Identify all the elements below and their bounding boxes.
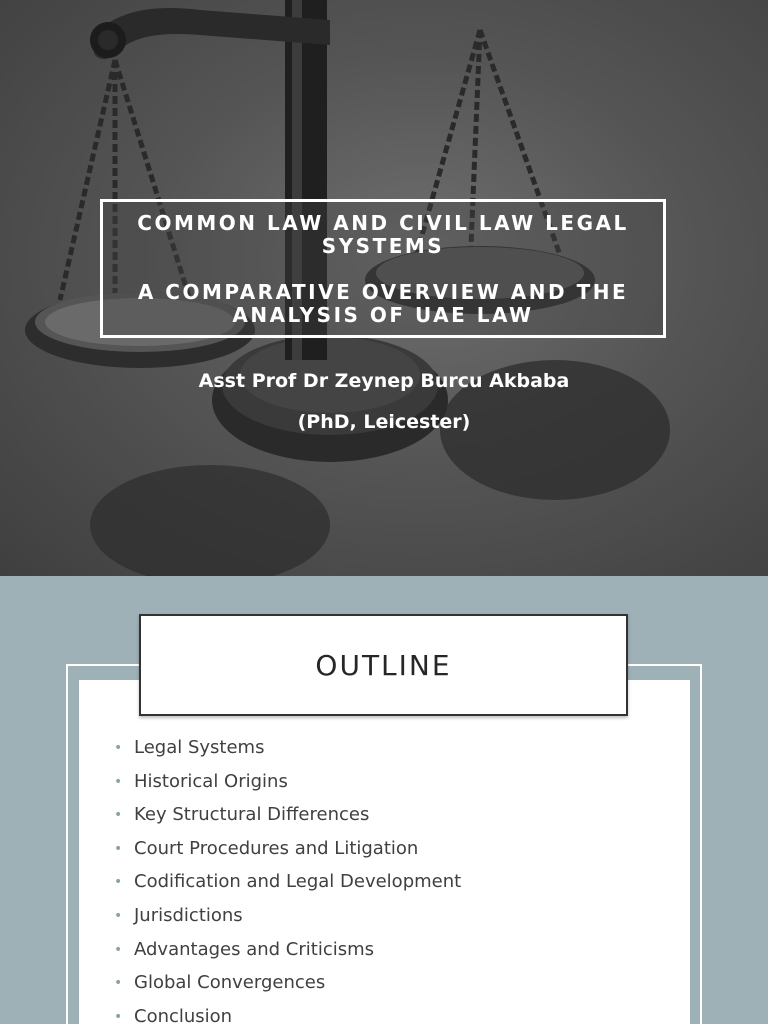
list-item-label: Court Procedures and Litigation [134,837,419,859]
list-item [114,736,461,770]
list-item [114,938,461,972]
outline-heading: OUTLINE [315,648,452,682]
list-item-label: Conclusion [134,1005,233,1024]
bullet-icon: • [114,840,123,857]
list-item [114,770,461,804]
title-box [100,199,666,338]
list-item-label: Jurisdictions [134,904,243,926]
bullet-icon: • [114,773,123,790]
bullet-icon: • [114,941,123,958]
list-item-label: Codification and Legal Development [134,871,462,893]
slide-subtitle: A COMPARATIVE OVERVIEW AND THE ANALYSIS OF UAE LAW [137,280,629,327]
outline-list [114,736,461,1024]
author-affiliation: (PhD, Leicester) [297,411,471,433]
outline-heading-box [139,614,628,716]
author-name: Asst Prof Dr Zeynep Burcu Akbaba [198,370,570,392]
bullet-icon: • [114,740,123,756]
list-item [114,971,461,1005]
bullet-icon: • [114,807,123,824]
list-item [114,837,461,871]
list-item [114,904,461,938]
list-item [114,803,461,837]
list-item-label: Historical Origins [134,770,288,792]
list-item [114,1005,461,1024]
outline-slide [0,576,768,1024]
list-item-label: Key Structural Differences [134,804,370,826]
list-item-label: Legal Systems [134,737,265,758]
bullet-icon: • [114,1008,123,1024]
slide-title: COMMON LAW AND CIVIL LAW LEGAL SYSTEMS [137,211,629,258]
list-item [114,870,461,904]
bullet-icon: • [114,907,123,924]
list-item-label: Advantages and Criticisms [134,938,375,960]
list-item-label: Global Convergences [134,972,326,994]
bullet-icon: • [114,975,123,992]
bullet-icon: • [114,874,123,891]
